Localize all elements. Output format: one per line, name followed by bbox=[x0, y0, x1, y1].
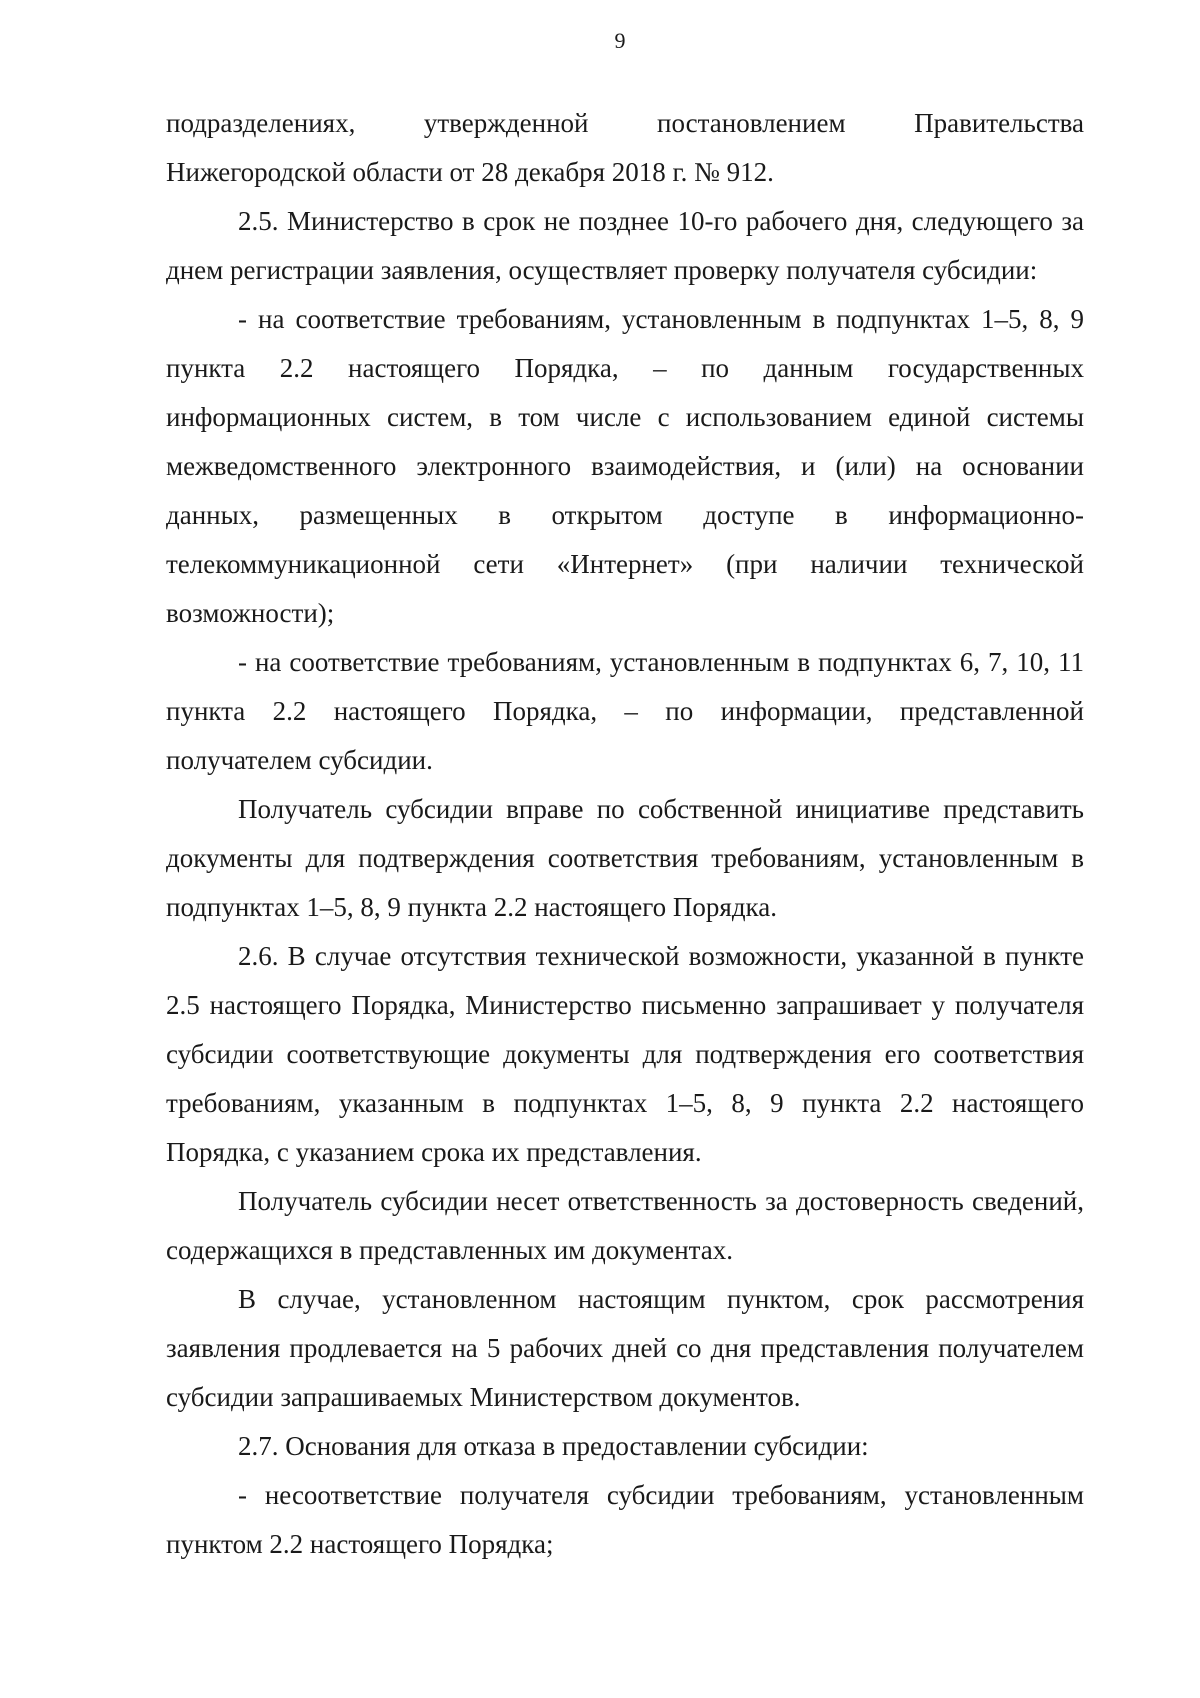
list-item-check-2: - на соответствие требованиям, установленным в подпунктах 6, 7, 10, 11 пункта 2.2 настоящего Порядка, – по информации, представленной получателем субсидии. bbox=[166, 647, 1084, 775]
paragraph-term-extension: В случае, установленном настоящим пунктом, срок рассмотрения заявления продлевается на 5 рабочих дней со дня представления получателем субсидии запрашиваемых Министерством документов. bbox=[166, 1284, 1084, 1412]
paragraph-2-6: 2.6. В случае отсутствия технической возможности, указанной в пункте 2.5 настоящего Порядка, Министерство письменно запрашивает у получателя субсидии соответствующие документы для подтверждения его соответствия требованиям, указанным в подпунктах 1–5, 8, 9 пункта 2.2 настоящего Порядка, с указанием срока их представления. bbox=[166, 941, 1084, 1167]
list-item-refusal-1: - несоответствие получателя субсидии требованиям, установленным пунктом 2.2 настоящего Порядка; bbox=[166, 1480, 1084, 1559]
paragraph-recipient-initiative: Получатель субсидии вправе по собственной инициативе представить документы для подтверждения соответствия требованиям, установленным в подпунктах 1–5, 8, 9 пункта 2.2 настоящего Порядка. bbox=[166, 794, 1084, 922]
paragraph-continuation: подразделениях, утвержденной постановлением Правительства Нижегородской области от 28 декабря 2018 г. № 912. bbox=[166, 108, 1084, 187]
paragraph-2-7: 2.7. Основания для отказа в предоставлении субсидии: bbox=[238, 1431, 869, 1461]
list-item-check-1: - на соответствие требованиям, установленным в подпунктах 1–5, 8, 9 пункта 2.2 настоящего Порядка, – по данным государственных информационных систем, в том числе с использованием единой системы межведомственного электронного взаимодействия, и (или) на основании данных, размещенных в открытом доступе в информационно-телекоммуникационной сети «Интернет» (при наличии технической возможности); bbox=[166, 304, 1084, 628]
document-body bbox=[166, 99, 1084, 1569]
paragraph-recipient-responsibility: Получатель субсидии несет ответственность за достоверность сведений, содержащихся в представленных им документах. bbox=[166, 1186, 1084, 1265]
paragraph-2-5: 2.5. Министерство в срок не позднее 10-го рабочего дня, следующего за днем регистрации заявления, осуществляет проверку получателя субсидии: bbox=[166, 206, 1084, 285]
page-number: 9 bbox=[614, 28, 626, 53]
